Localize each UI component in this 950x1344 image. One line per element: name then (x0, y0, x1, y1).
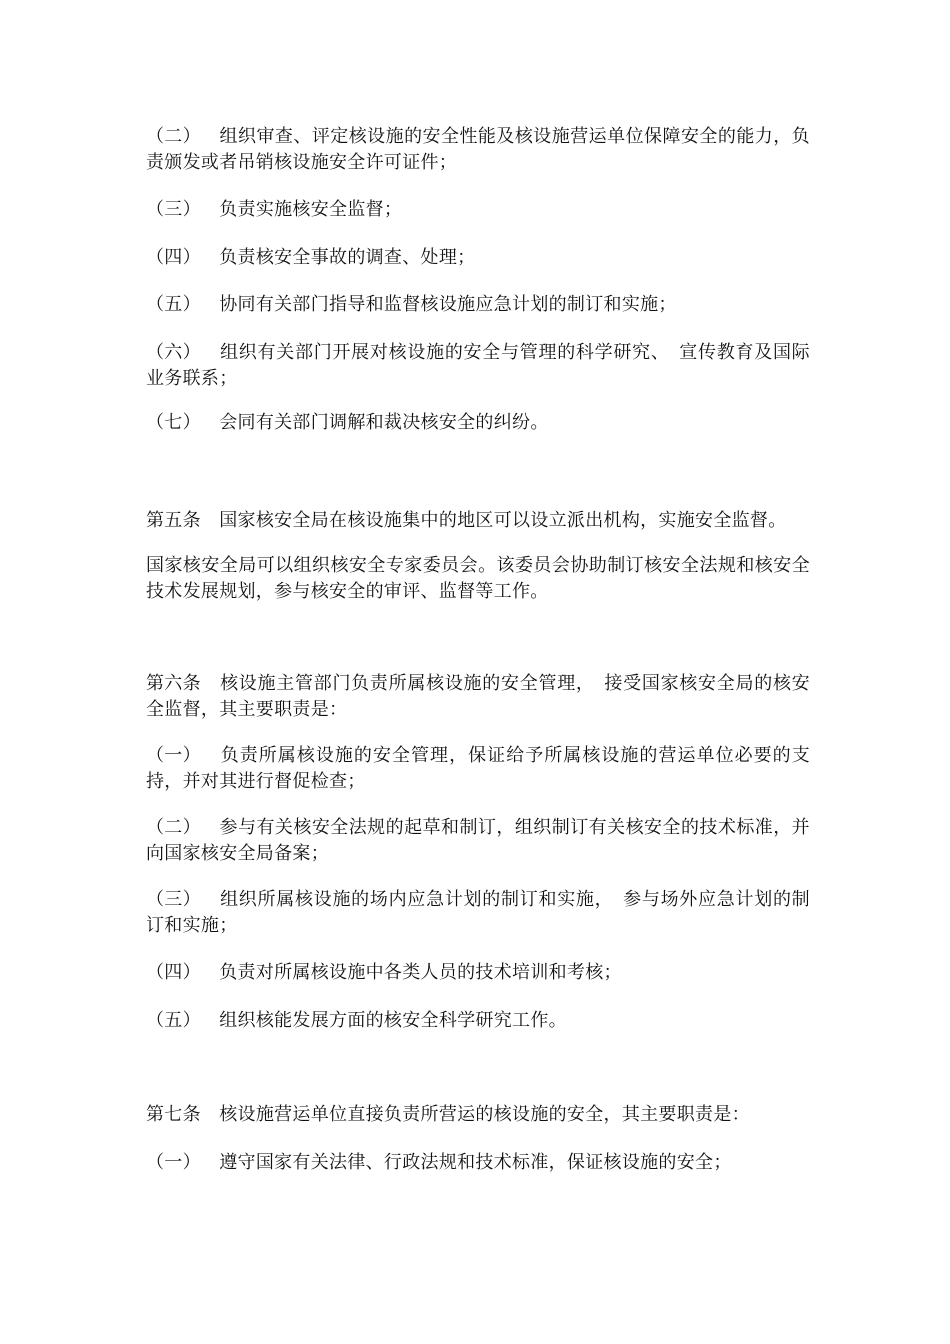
article-6-item-1 (146, 743, 810, 795)
item-5-emergency (146, 292, 810, 318)
item-label: （六） (146, 342, 201, 363)
article-text: 国家核安全局在核设施集中的地区可以设立派出机构，实施安全监督。 (219, 510, 787, 531)
article-6-item-3 (146, 887, 810, 939)
item-label: （五） (146, 1010, 201, 1031)
item-7-disputes (146, 410, 810, 436)
item-label: （四） (146, 962, 201, 983)
item-label: （四） (146, 247, 201, 268)
item-text: 负责核安全事故的调查、处理； (219, 247, 476, 268)
item-text: 负责所属核设施的安全管理，保证给予所属核设施的营运单位必要的支持，并对其进行督促检查； (146, 745, 811, 792)
item-label: （三） (146, 889, 201, 910)
article-6 (146, 671, 810, 723)
article-label: 第五条 (146, 510, 201, 531)
article-5 (146, 508, 810, 534)
item-text: 会同有关部门调解和裁决核安全的纠纷。 (219, 412, 549, 433)
item-3-supervision (146, 197, 810, 223)
item-text: 组织核能发展方面的核安全科学研究工作。 (219, 1010, 567, 1031)
item-label: （七） (146, 412, 201, 433)
article-label: 第六条 (146, 673, 201, 694)
item-text: 遵守国家有关法律、行政法规和技术标准，保证核设施的安全； (219, 1152, 732, 1173)
item-6-research (146, 340, 810, 392)
article-6-item-4 (146, 960, 810, 986)
article-5-expert-committee (146, 553, 810, 605)
item-label: （二） (146, 817, 201, 838)
article-text: 核设施主管部门负责所属核设施的安全管理， 接受国家核安全局的核安全监督，其主要职责是： (146, 673, 810, 720)
article-6-item-5 (146, 1008, 810, 1034)
item-text: 参与有关核安全法规的起草和制订，组织制订有关核安全的技术标准，并向国家核安全局备案； (146, 817, 810, 864)
article-7 (146, 1102, 810, 1128)
item-text: 组织审查、评定核设施的安全性能及核设施营运单位保障安全的能力，负责颁发或者吊销核设施安全许可证件； (146, 126, 810, 173)
item-text: 负责实施核安全监督； (219, 199, 403, 220)
item-text: 组织所属核设施的场内应急计划的制订和实施， 参与场外应急计划的制订和实施； (146, 889, 810, 936)
item-2-review (146, 124, 810, 176)
article-6-item-2 (146, 815, 810, 867)
item-text: 协同有关部门指导和监督核设施应急计划的制订和实施； (219, 294, 677, 315)
item-text: 负责对所属核设施中各类人员的技术培训和考核； (219, 962, 622, 983)
item-label: （一） (146, 1152, 201, 1173)
item-4-accident (146, 245, 810, 271)
article-text: 核设施营运单位直接负责所营运的核设施的安全，其主要职责是： (219, 1104, 750, 1125)
item-label: （五） (146, 294, 201, 315)
item-label: （三） (146, 199, 201, 220)
item-label: （一） (146, 745, 201, 766)
item-text: 组织有关部门开展对核设施的安全与管理的科学研究、 宣传教育及国际业务联系； (146, 342, 810, 389)
article-7-item-1 (146, 1150, 810, 1176)
paragraph-text: 国家核安全局可以组织核安全专家委员会。该委员会协助制订核安全法规和核安全技术发展规划，参与核安全的审评、监督等工作。 (146, 555, 810, 602)
article-label: 第七条 (146, 1104, 201, 1125)
item-label: （二） (146, 126, 201, 147)
